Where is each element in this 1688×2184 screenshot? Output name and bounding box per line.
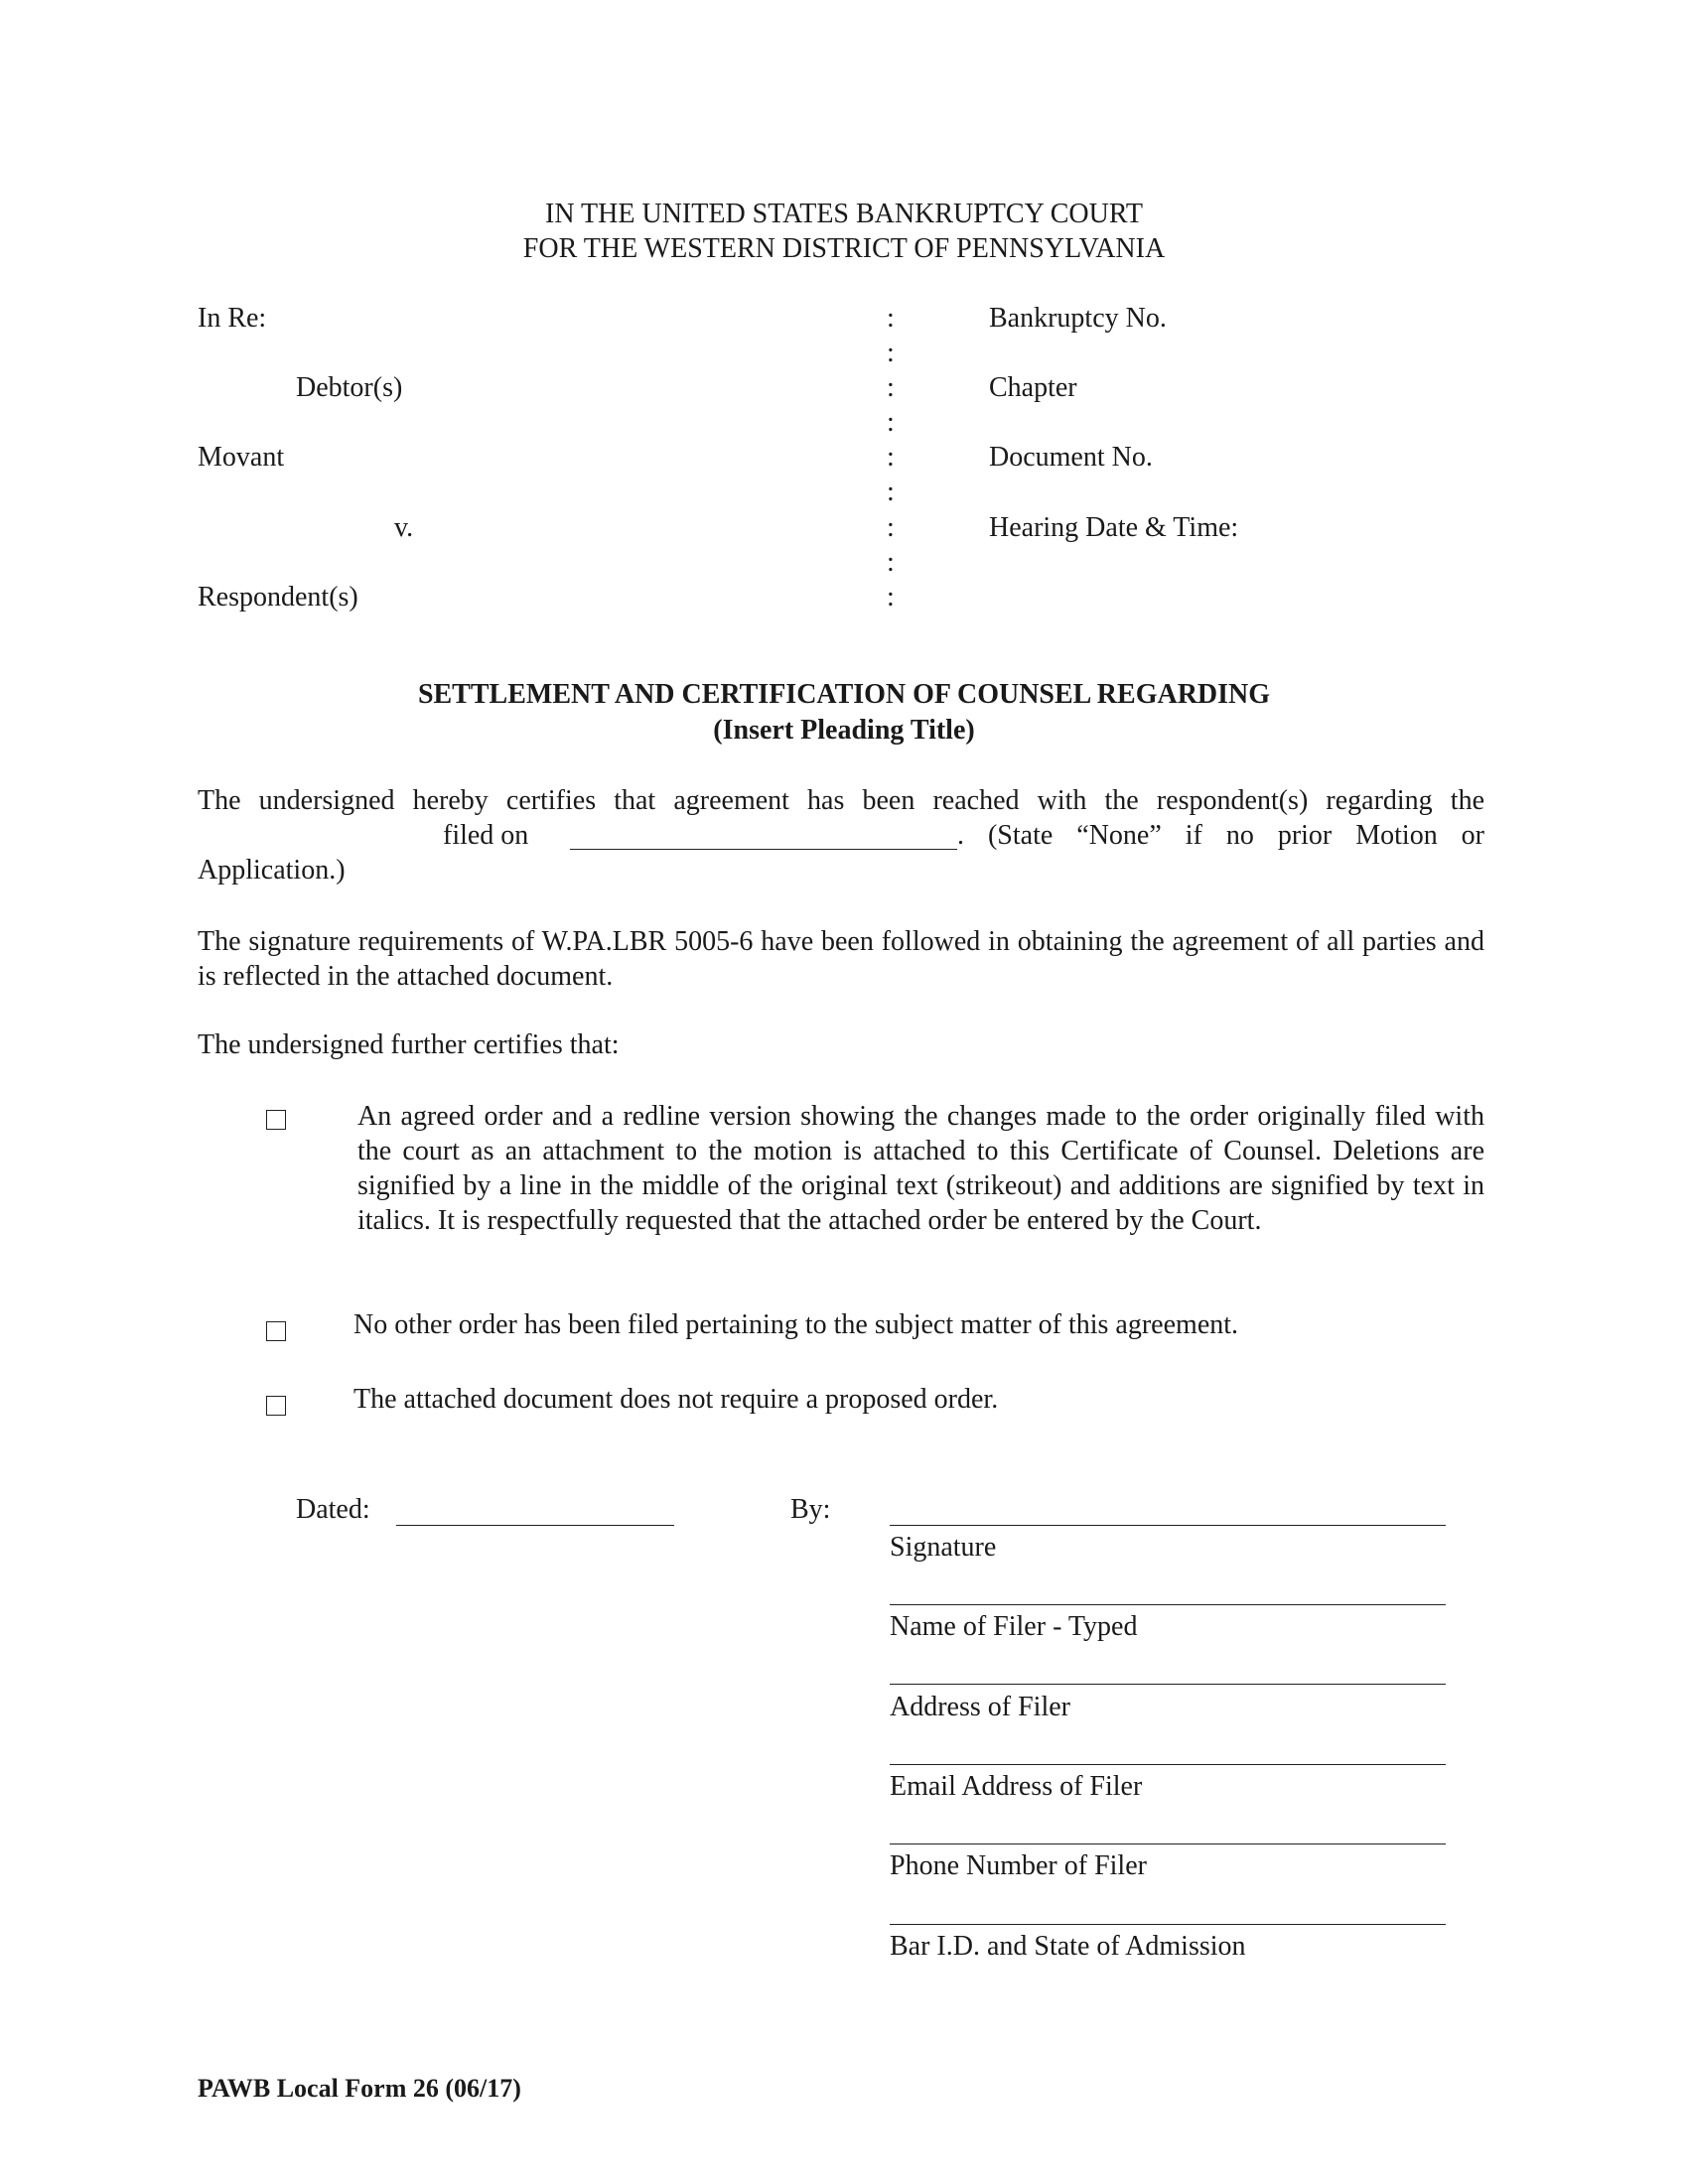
filed-on-text: filed on [443,820,529,851]
bar-id-label: Bar I.D. and State of Admission [890,1931,1246,1962]
further-certifies-text: The undersigned further certifies that: [198,1029,620,1060]
signature-label: Signature [890,1532,997,1563]
court-name-line1: IN THE UNITED STATES BANKRUPTCY COURT [545,199,1143,229]
form-id-footer: PAWB Local Form 26 (06/17) [198,2074,521,2103]
movant-label: Movant [198,442,285,473]
filed-on-date-blank[interactable] [570,849,957,850]
document-no-label: Document No. [989,442,1153,473]
bar-id-line[interactable] [890,1924,1446,1925]
filer-address-line[interactable] [890,1684,1446,1685]
document-title: SETTLEMENT AND CERTIFICATION OF COUNSEL REGARDING [417,679,1271,710]
hearing-date-label: Hearing Date & Time: [989,512,1239,543]
dated-label: Dated: [296,1494,370,1525]
agreed-order-checkbox[interactable] [266,1110,286,1130]
no-proposed-order-option-text: The attached document does not require a proposed order. [353,1384,999,1415]
by-label: By: [790,1494,831,1525]
filer-email-line[interactable] [890,1764,1446,1765]
bankruptcy-no-label: Bankruptcy No. [989,303,1167,334]
caption-colon: : [887,303,895,334]
state-none-text: . (State “None” if no prior Motion or [957,820,1484,851]
caption-colon: : [887,582,895,613]
filer-name-label: Name of Filer - Typed [890,1611,1138,1642]
filer-name-line[interactable] [890,1604,1446,1605]
document-subtitle: (Insert Pleading Title) [713,715,975,746]
chapter-label: Chapter [989,372,1077,403]
application-text: Application.) [198,855,346,886]
caption-colon: : [887,547,895,578]
certification-paragraph-line1: The undersigned hereby certifies that agreement has been reached with the respondent(s) regarding the [198,785,1484,816]
caption-colon: : [887,338,895,368]
filer-address-label: Address of Filer [890,1692,1070,1722]
filer-phone-line[interactable] [890,1843,1446,1844]
signature-line[interactable] [890,1525,1446,1526]
filer-phone-label: Phone Number of Filer [890,1850,1147,1881]
filer-email-label: Email Address of Filer [890,1771,1143,1802]
versus-label: v. [394,512,414,543]
caption-colon: : [887,407,895,438]
debtors-label: Debtor(s) [296,372,403,403]
no-other-order-option-text: No other order has been filed pertaining to the subject matter of this agreement. [353,1309,1239,1340]
no-other-order-checkbox[interactable] [266,1321,286,1341]
caption-colon: : [887,512,895,543]
caption-colon: : [887,477,895,507]
signature-requirements-paragraph: The signature requirements of W.PA.LBR 5005-6 have been followed in obtaining the agreement of all parties and is reflected in the attached document. [198,926,1484,992]
caption-colon: : [887,372,895,403]
dated-blank[interactable] [396,1525,674,1526]
in-re-label: In Re: [198,303,267,334]
agreed-order-option-text: An agreed order and a redline version showing the changes made to the order originally filed with the court as an attachment to the motion is attached to this Certificate of Counsel. Deletions are signified by a line in the middle of the original text (strikeout) and additions are signified by text in italics. It is respectfully requested that the attached order be entered by the Court. [357,1101,1484,1236]
court-name-line2: FOR THE WESTERN DISTRICT OF PENNSYLVANIA [522,233,1166,264]
respondents-label: Respondent(s) [198,582,358,613]
caption-colon: : [887,442,895,473]
no-proposed-order-checkbox[interactable] [266,1396,286,1416]
